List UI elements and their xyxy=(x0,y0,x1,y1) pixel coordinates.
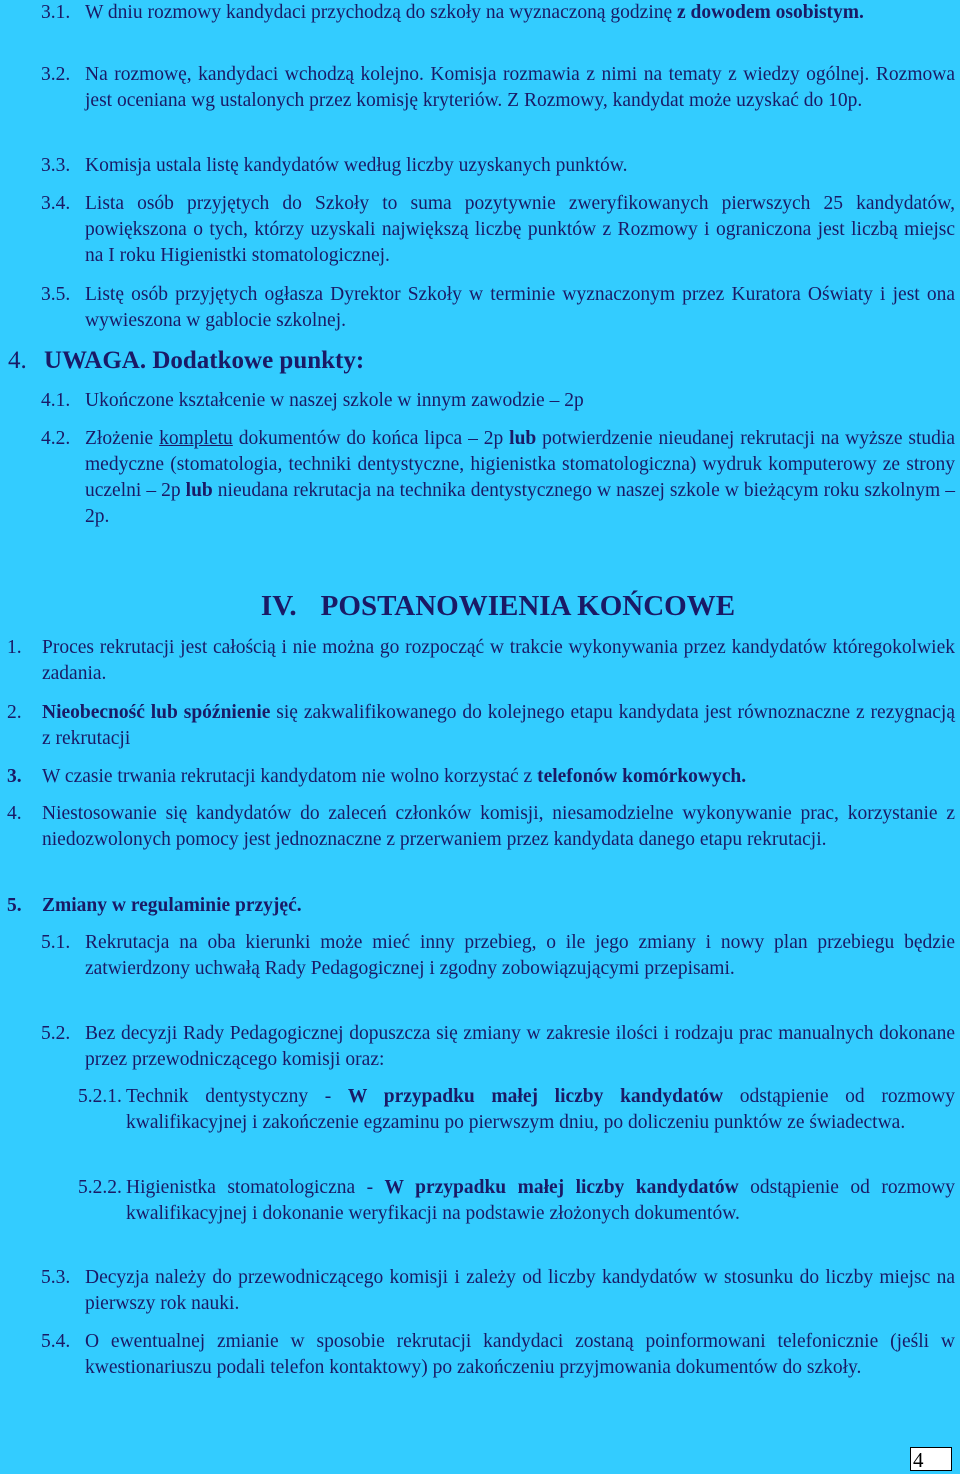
item-text: Zmiany w regulaminie przyjęć. xyxy=(42,895,302,916)
item-2 xyxy=(7,700,955,752)
item-text-bold: z dowodem osobistym. xyxy=(677,2,864,23)
item-5-1 xyxy=(41,930,955,982)
item-3-5 xyxy=(41,282,955,334)
item-text: Decyzja należy do przewodniczącego komisji i zależy od liczby kandydatów w stosunku do liczby miejsc na pierwszy rok nauki. xyxy=(85,1267,955,1314)
item-text-plain: odstąpienie od rozmowy kwalifikacyjnej i dokonanie weryfikacji na podstawie złożonych dokumentów. xyxy=(126,1177,955,1224)
section-title-text: POSTANOWIENIA KOŃCOWE xyxy=(320,590,736,622)
item-text: Lista osób przyjętych do Szkoły to suma pozytywnie zweryfikowanych pierwszych 25 kandydatów, powiększona o tych, którzy uzyskali największą liczbę punktów z Rozmowy i ograniczona jest liczbą miejsc na I roku Higienistki stomatologicznej. xyxy=(85,193,955,266)
item-3-1 xyxy=(41,0,955,26)
item-text-plain: potwierdzenie nieudanej rekrutacji na wyższe studia medyczne (stomatologia, techniki dentystyczne, higienistka stomatologiczna) wydruk komputerowy ze strony uczelni – 2p xyxy=(85,428,956,501)
item-number: 4.1. xyxy=(41,390,71,411)
item-number: 3.3. xyxy=(41,155,71,176)
item-3 xyxy=(7,764,955,790)
item-number: 3.2. xyxy=(41,64,71,85)
item-text: Niestosowanie się kandydatów do zaleceń członków komisji, niesamodzielne wykonywanie prac, korzystanie z niedozwolonych pomocy jest jednoznaczne z przerwaniem przez kandydata danego etapu rekrutacji. xyxy=(42,803,955,850)
item-number: 5.2.1. xyxy=(78,1086,122,1107)
item-text: Listę osób przyjętych ogłasza Dyrektor Szkoły w terminie wyznaczonym przez Kuratora Oświaty i jest ona wywieszona w gablocie szkolnej. xyxy=(85,284,955,331)
item-4-1 xyxy=(41,388,955,414)
item-3-2 xyxy=(41,62,955,114)
item-text: Komisja ustala listę kandydatów według liczby uzyskanych punktów. xyxy=(85,155,628,176)
item-text-plain: Higienistka stomatologiczna - xyxy=(126,1177,385,1198)
item-text-plain: dokumentów do końca lipca – 2p xyxy=(232,428,510,449)
item-number: 3.5. xyxy=(41,284,71,305)
page-number: 4 xyxy=(910,1447,952,1471)
item-text-plain: W dniu rozmowy kandydaci przychodzą do szkoły na wyznaczoną godzinę xyxy=(85,2,678,23)
item-text-bold: W przypadku małej liczby kandydatów xyxy=(384,1177,739,1198)
item-5-3 xyxy=(41,1265,955,1317)
item-text-bold: telefonów komórkowych. xyxy=(537,766,747,787)
item-5-4 xyxy=(41,1329,955,1381)
item-number: 5.2.2. xyxy=(78,1177,122,1198)
heading-text: UWAGA. Dodatkowe punkty: xyxy=(44,347,365,374)
item-1 xyxy=(7,635,955,687)
item-text-plain: nieudana rekrutacja na technika dentystycznego w naszej szkole w bieżącym roku szkolnym – 2p. xyxy=(85,480,955,527)
item-text: Proces rekrutacji jest całością i nie można go rozpocząć w trakcie wykonywania przez kandydatów któregokolwiek zadania. xyxy=(42,637,955,684)
item-text xyxy=(42,764,955,790)
item-text: O ewentualnej zmianie w sposobie rekrutacji kandydaci zostaną poinformowani telefonicznie (jeśli w kwestionariuszu podali telefon kontaktowy) po zakończeniu przyjmowania dokumentów do szkoły. xyxy=(85,1331,955,1378)
item-4 xyxy=(7,801,955,853)
item-text: Na rozmowę, kandydaci wchodzą kolejno. Komisja rozmawia z nimi na tematy z wiedzy ogólnej. Rozmowa jest oceniana wg ustalonych przez komisję kryteriów. Z Rozmowy, kandydat może uzyskać do 10p. xyxy=(85,64,955,111)
item-number: 3. xyxy=(7,766,22,787)
heading-number: 4. xyxy=(8,347,27,374)
item-text-plain: Złożenie xyxy=(85,428,160,449)
item-number: 1. xyxy=(7,637,22,658)
item-text: Rekrutacja na oba kierunki może mieć inny przebieg, o ile jego zmiany i nowy plan przebiegu będzie zatwierdzony uchwałą Rady Pedagogicznej i zgodny zobowiązującymi przepisami. xyxy=(85,932,955,979)
section-number: IV. xyxy=(260,590,297,622)
item-text-bold: lub xyxy=(509,428,537,449)
item-number: 5.3. xyxy=(41,1267,71,1288)
item-3-3 xyxy=(41,153,955,179)
item-number: 4. xyxy=(7,803,22,824)
section-heading-iv xyxy=(0,589,960,623)
item-number: 2. xyxy=(7,702,22,723)
item-number: 5. xyxy=(7,895,22,916)
item-number: 5.1. xyxy=(41,932,71,953)
item-text-plain: odstąpienie od rozmowy kwalifikacyjnej i zakończenie egzaminu po pierwszym dniu, po doliczeniu punktów ze świadectwa. xyxy=(126,1086,955,1133)
item-5 xyxy=(7,893,955,919)
item-text-bold: W przypadku małej liczby kandydatów xyxy=(347,1086,724,1107)
item-text: Bez decyzji Rady Pedagogicznej dopuszcza się zmiany w zakresie ilości i rodzaju prac manualnych dokonane przez przewodniczącego komisji oraz: xyxy=(85,1023,955,1070)
item-text-plain: Technik dentystyczny - xyxy=(126,1086,348,1107)
item-number: 3.1. xyxy=(41,2,71,23)
item-3-4 xyxy=(41,191,955,269)
item-text-plain: W czasie trwania rekrutacji kandydatom nie wolno korzystać z xyxy=(42,766,538,787)
item-text xyxy=(85,0,955,26)
item-5-2 xyxy=(41,1021,955,1073)
item-number: 3.4. xyxy=(41,193,71,214)
item-text xyxy=(126,1084,955,1136)
item-text: Ukończone kształcenie w naszej szkole w innym zawodzie – 2p xyxy=(85,390,584,411)
item-5-2-2 xyxy=(78,1175,955,1227)
item-text-bold: lub xyxy=(185,480,213,501)
item-5-2-1 xyxy=(78,1084,955,1136)
item-text-plain: się zakwalifikowanego do kolejnego etapu kandydata jest równoznaczne z rezygnacją z rekrutacji xyxy=(42,702,955,749)
item-number: 5.2. xyxy=(41,1023,71,1044)
item-text xyxy=(126,1175,955,1227)
heading-uwaga xyxy=(8,346,364,376)
item-text xyxy=(42,700,955,752)
item-text-bold: Nieobecność lub spóźnienie xyxy=(42,702,271,723)
item-text-underlined: kompletu xyxy=(159,428,233,449)
item-number: 5.4. xyxy=(41,1331,71,1352)
item-number: 4.2. xyxy=(41,428,71,449)
item-4-2 xyxy=(41,426,955,530)
item-text xyxy=(85,426,955,530)
